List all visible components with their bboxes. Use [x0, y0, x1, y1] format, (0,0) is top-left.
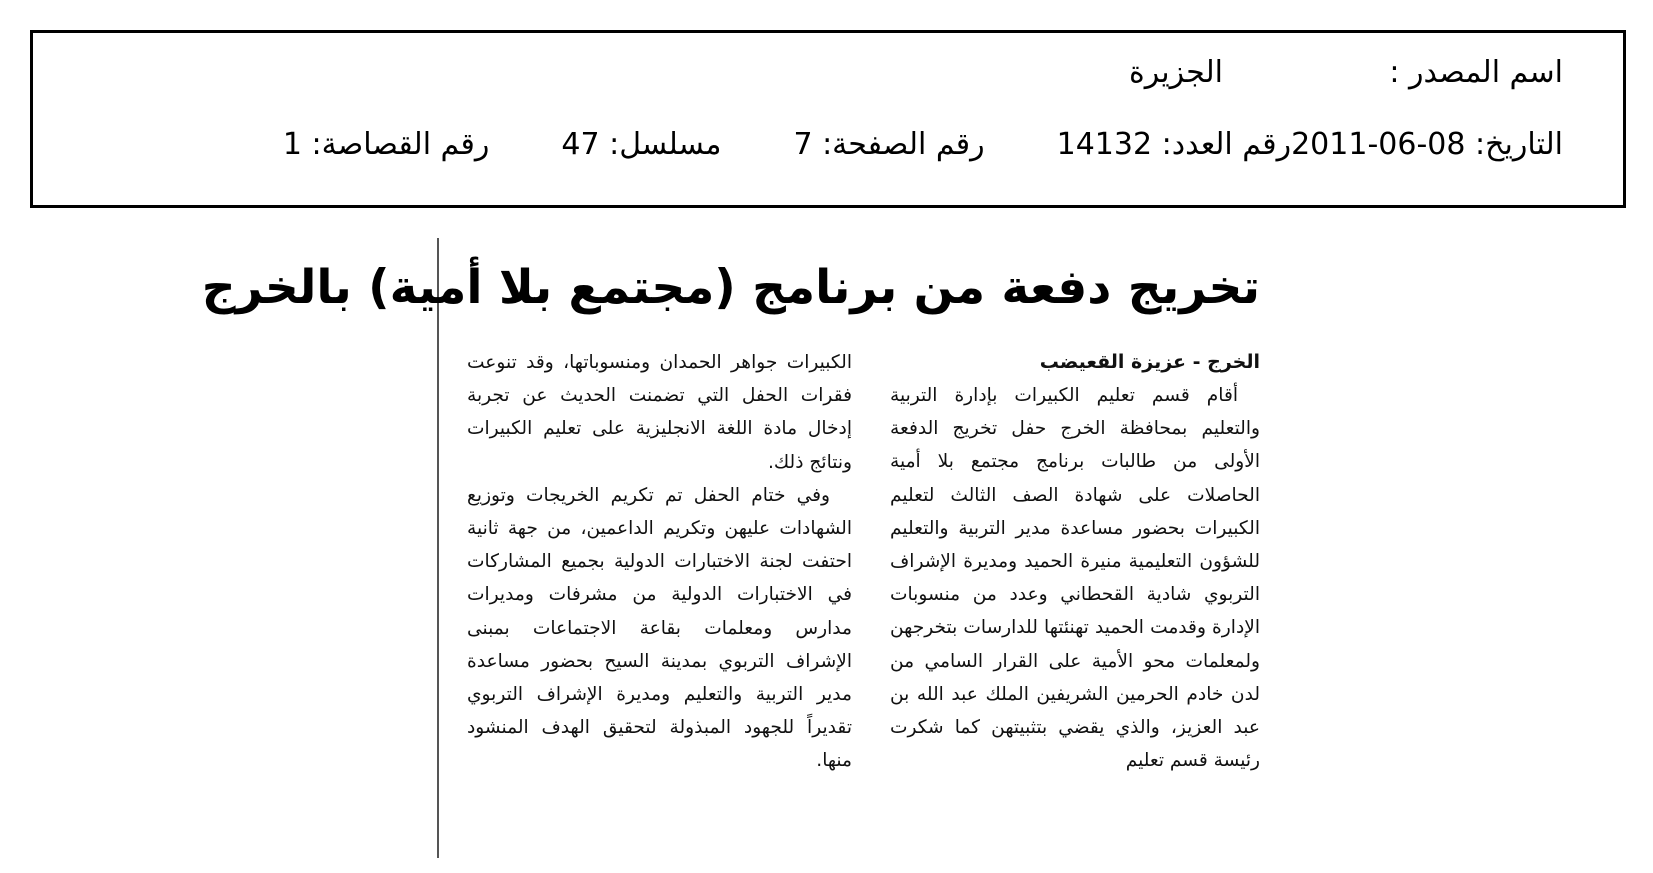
column-rule [437, 238, 439, 858]
issue-number: رقم العدد: 14132 [1056, 127, 1292, 162]
article-paragraph: وفي ختام الحفل تم تكريم الخريجات وتوزيع الشهادات عليهن وتكريم الداعمين، من جهة ثانية احتفت لجنة الاختبارات الدولية بجميع المشاركات في الاختبارات الدولية من مشرفات ومديرات مدارس ومعلمات بقاعة الاجتماعات بمبنى الإشراف التربوي بمدينة السيح بحضور مساعدة مدير التربية والتعليم ومديرة الإشراف التربوي تقديراً للجهود المبذولة لتحقيق الهدف المنشود منها. [467, 484, 852, 772]
article-paragraph: الكبيرات جواهر الحمدان ومنسوباتها، وقد تنوعت فقرات الحفل التي تضمنت الحديث عن تجربة إدخال مادة اللغة الانجليزية على تعليم الكبيرات ونتائج ذلك. [467, 352, 852, 473]
publication-details-row [211, 127, 1563, 162]
article-paragraph: أقام قسم تعليم الكبيرات بإدارة التربية والتعليم بمحافظة الخرج حفل تخريج الدفعة الأولى من طالبات برنامج مجتمع بلا أمية الحاصلات على شهادة الصف الثالث لتعليم الكبيرات بحضور مساعدة مدير التربية والتعليم للشؤون التعليمية منيرة الحميد ومديرة الإشراف التربوي شادية القحطاني وعدد من منسوبات الإدارة وقدمت الحميد تهنئتها للدارسات بتخرجهن ولمعلمات محو الأمية على القرار السامي من لدن خادم الحرمين الشريفين الملك عبد الله بن عبد العزيز، والذي يقضي بتثبيتهن كما شكرت رئيسة قسم تعليم [890, 385, 1260, 772]
publication-date: التاريخ: 08-06-2011 [1291, 127, 1563, 162]
clipping-number: رقم القصاصة: 1 [282, 127, 490, 162]
source-value: الجزيرة [1128, 55, 1223, 90]
source-info-box [30, 30, 1626, 208]
article-column-left [467, 346, 852, 778]
article-headline: تخريج دفعة من برنامج (مجتمع بلا أمية) بالخرج [201, 260, 1260, 315]
serial-number: مسلسل: 47 [561, 127, 722, 162]
article-byline: الخرج - عزيزة القعيضب [1039, 351, 1260, 373]
page-number: رقم الصفحة: 7 [793, 127, 985, 162]
article-column-right [890, 346, 1260, 777]
source-label: اسم المصدر : [1389, 55, 1563, 90]
newspaper-clipping [201, 238, 1262, 858]
